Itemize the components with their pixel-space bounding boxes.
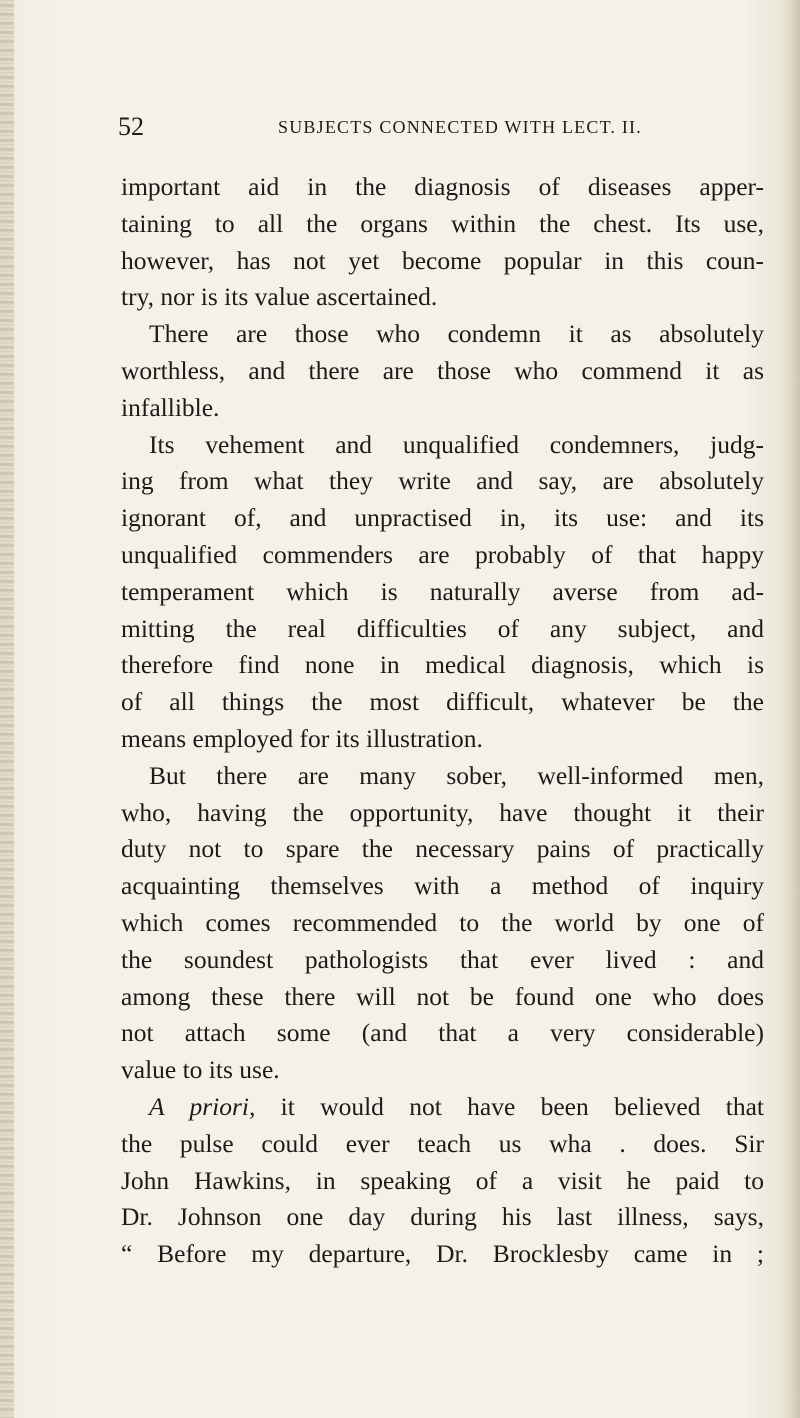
- text-line: John Hawkins, in speaking of a visit he paid to: [121, 1165, 764, 1195]
- page-right-edge: [786, 0, 800, 1418]
- text-line: not attach some (and that a very considerable): [121, 1018, 764, 1048]
- text-line: value to its use.: [121, 1055, 280, 1085]
- text-line: unqualified commenders are probably of that happy: [121, 539, 764, 569]
- text-line: There are those who condemn it as absolutely: [149, 319, 764, 349]
- text-line: try, nor is its value ascertained.: [121, 282, 438, 312]
- body-text: [121, 169, 764, 1273]
- text-line: which comes recommended to the world by one of: [121, 907, 764, 937]
- text-line: therefore find none in medical diagnosis, which is: [121, 650, 764, 680]
- text-line: important aid in the diagnosis of diseases apper-: [121, 172, 764, 201]
- text-line: of all things the most difficult, whatever be the: [121, 687, 764, 717]
- text-line: the pulse could ever teach us wha . does. Sir: [121, 1128, 764, 1158]
- text-line: infallible.: [121, 392, 220, 422]
- text-line: among these there will not be found one who does: [121, 981, 764, 1011]
- text-line: duty not to spare the necessary pains of practically: [121, 834, 764, 864]
- text-line: temperament which is naturally averse from ad-: [121, 576, 764, 606]
- text-line: mitting the real difficulties of any subject, and: [121, 613, 764, 643]
- text-line: however, has not yet become popular in this coun-: [121, 245, 764, 275]
- text-line: But there are many sober, well-informed men,: [149, 760, 764, 790]
- text-line: ing from what they write and say, are absolutely: [121, 466, 764, 496]
- running-head: SUBJECTS CONNECTED WITH LECT. II.: [278, 117, 642, 137]
- text-line: means employed for its illustration.: [121, 723, 483, 753]
- text-line: Dr. Johnson one day during his last illness, says,: [121, 1202, 764, 1232]
- text-line: who, having the opportunity, have thought it their: [121, 797, 764, 827]
- text-line: [121, 1089, 764, 1126]
- page-header: [118, 112, 773, 148]
- page-number: 52: [118, 112, 144, 141]
- text-line: acquainting themselves with a method of inquiry: [121, 871, 764, 901]
- text-line: taining to all the organs within the chest. Its use,: [121, 208, 764, 238]
- text-line-rest: it would not have been believed that: [280, 1091, 765, 1121]
- text-line: worthless, and there are those who commend it as: [121, 355, 764, 385]
- italic-phrase: A priori,: [149, 1091, 256, 1121]
- page-left-edge: [0, 0, 14, 1418]
- text-line: Its vehement and unqualified condemners, judg-: [149, 429, 764, 459]
- text-line: “ Before my departure, Dr. Brocklesby came in ;: [121, 1239, 764, 1269]
- text-line: the soundest pathologists that ever lived : and: [121, 944, 764, 974]
- text-line: ignorant of, and unpractised in, its use: and its: [121, 503, 764, 533]
